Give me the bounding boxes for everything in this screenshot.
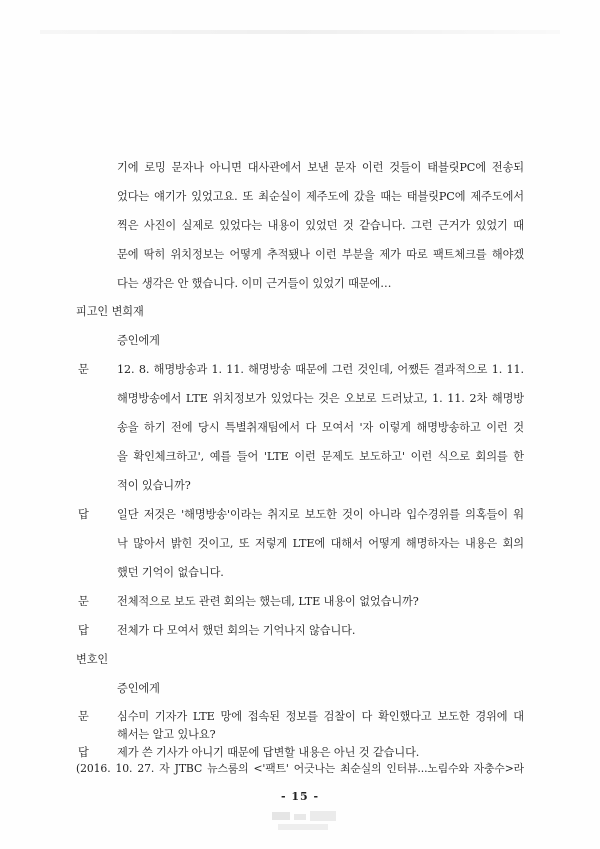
page-number: - 15 - — [280, 790, 320, 803]
answer-marker: 답 — [78, 624, 89, 637]
question-line: 해서는 알고 있나요? — [117, 728, 216, 741]
addressee-label: 증인에게 — [117, 334, 160, 347]
speaker-label: 피고인 변희재 — [76, 305, 144, 318]
answer-line: 했던 기억이 없습니다. — [117, 566, 224, 579]
question-marker: 문 — [78, 363, 89, 376]
speaker-label: 변호인 — [76, 653, 109, 666]
question-marker: 문 — [78, 595, 89, 608]
question-line: 12. 8. 해명방송과 1. 11. 해명방송 때문에 그런 것인데, 어쨌든 결과적으로 1. 11. — [117, 363, 524, 376]
answer-marker: 답 — [78, 746, 89, 759]
question-line: 전체적으로 보도 관련 회의는 했는데, LTE 내용이 없었습니까? — [117, 595, 419, 608]
question-line: 송을 하기 전에 당시 특별취재팀에서 다 모여서 '자 이렇게 해명방송하고 이런 것 — [117, 421, 524, 434]
body-line-4: 문에 딱히 위치정보는 어떻게 추적됐나 이런 부분을 제가 따로 팩트체크를 해야겠 — [117, 248, 524, 261]
answer-line: 전체가 다 모여서 했던 회의는 기억나지 않습니다. — [117, 624, 356, 637]
scan-artifact — [40, 30, 560, 34]
question-marker: 문 — [78, 710, 89, 723]
addressee-label: 증인에게 — [117, 682, 160, 695]
body-line-1: 기에 로밍 문자나 아니면 대사관에서 보낸 문자 이런 것들이 태블릿PC에 전송되 — [117, 161, 524, 174]
body-line-5: 다는 생각은 안 했습니다. 이미 근거들이 있었기 때문에… — [117, 277, 392, 290]
body-line-2: 었다는 얘기가 있었고요. 또 최순실이 제주도에 갔을 때는 태블릿PC에 제주도에서 — [117, 190, 524, 203]
body-line-3: 찍은 사진이 실제로 있었다는 내용이 있었던 것 같습니다. 그런 근거가 있었기 때 — [117, 219, 524, 232]
answer-marker: 답 — [78, 508, 89, 521]
answer-line: 일단 저것은 '해명방송'이라는 취지로 보도한 것이 아니라 입수경위를 의혹들이 워 — [117, 508, 524, 521]
question-line: 을 확인체크하고', 예를 들어 'LTE 이런 문제도 보도하고' 이런 식으로 회의를 한 — [117, 450, 524, 463]
faint-stamp-mark — [270, 808, 340, 834]
question-line: 해명방송에서 LTE 위치정보가 있었다는 것은 오보로 드러났고, 1. 11. 2차 해명방 — [117, 392, 524, 405]
answer-line: 제가 쓴 기사가 아니기 때문에 답변할 내용은 아닌 것 같습니다. — [117, 746, 420, 759]
question-line: 적이 있습니까? — [117, 479, 191, 492]
citation-line: (2016. 10. 27. 자 JTBC 뉴스룸의 <'팩트' 어긋나는 최순실의 인터뷰...노림수와 자충수>라 — [76, 762, 524, 775]
answer-line: 낙 많아서 밝힌 것이고, 또 저렇게 LTE에 대해서 어떻게 해명하자는 내용은 회의 — [117, 537, 524, 550]
question-line: 심수미 기자가 LTE 망에 접속된 정보를 검찰이 다 확인했다고 보도한 경위에 대 — [117, 710, 524, 723]
